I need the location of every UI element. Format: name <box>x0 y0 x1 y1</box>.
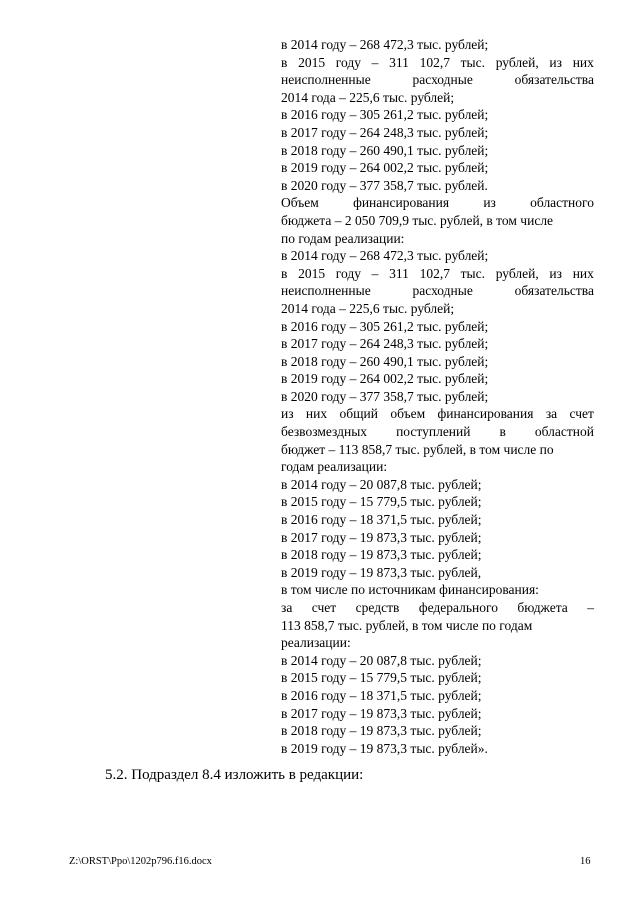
text-line: 2014 года – 225,6 тыс. рублей; <box>281 300 455 316</box>
text-line: в 2016 году – 18 371,5 тыс. рублей; <box>281 512 482 528</box>
text-line: 2014 года – 225,6 тыс. рублей; <box>281 89 455 105</box>
text-line: Объем финансирования из областного <box>281 195 594 211</box>
footer-file-path: Z:\ORST\Ppo\1202p796.f16.docx <box>69 856 212 867</box>
text-line: неисполненные расходные обязательства <box>281 283 594 299</box>
text-line: из них общий объем финансирования за счет <box>281 406 594 422</box>
financing-text-column <box>281 36 594 757</box>
text-line: в 2015 году – 311 102,7 тыс. рублей, из них <box>281 54 594 70</box>
text-line: в 2014 году – 268 472,3 тыс. рублей; <box>281 248 489 264</box>
text-line: в 2020 году – 377 358,7 тыс. рублей; <box>281 388 489 404</box>
text-line: в 2017 году – 264 248,3 тыс. рублей; <box>281 336 489 352</box>
text-line: в 2017 году – 19 873,3 тыс. рублей; <box>281 705 482 721</box>
text-line: в 2015 году – 15 779,5 тыс. рублей; <box>281 670 482 686</box>
text-line: в 2019 году – 19 873,3 тыс. рублей, <box>281 564 482 580</box>
text-line: в 2016 году – 18 371,5 тыс. рублей; <box>281 687 482 703</box>
text-line: в 2015 году – 311 102,7 тыс. рублей, из них <box>281 265 594 281</box>
text-line: в 2014 году – 268 472,3 тыс. рублей; <box>281 37 489 52</box>
section-heading: 5.2. Подраздел 8.4 изложить в редакции: <box>105 767 364 783</box>
text-line: в 2019 году – 264 002,2 тыс. рублей; <box>281 371 489 387</box>
text-line: в 2016 году – 305 261,2 тыс. рублей; <box>281 318 489 334</box>
page-number: 16 <box>580 856 591 867</box>
text-line: в 2018 году – 260 490,1 тыс. рублей; <box>281 353 489 369</box>
text-line: годам реализации: <box>281 459 388 475</box>
text-line: в 2019 году – 19 873,3 тыс. рублей». <box>281 740 488 756</box>
text-line: в 2017 году – 264 248,3 тыс. рублей; <box>281 124 489 140</box>
text-line: в 2018 году – 19 873,3 тыс. рублей; <box>281 547 482 563</box>
text-line: в 2019 году – 264 002,2 тыс. рублей; <box>281 160 489 176</box>
text-line: безвозмездных поступлений в областной <box>281 424 594 440</box>
text-line: неисполненные расходные обязательства <box>281 72 594 88</box>
text-line: 113 858,7 тыс. рублей, в том числе по годам <box>281 617 533 633</box>
text-line: в 2015 году – 15 779,5 тыс. рублей; <box>281 494 482 510</box>
text-line: бюджета – 2 050 709,9 тыс. рублей, в том числе <box>281 212 554 228</box>
text-line: в 2014 году – 20 087,8 тыс. рублей; <box>281 476 482 492</box>
text-line: в 2014 году – 20 087,8 тыс. рублей; <box>281 652 482 668</box>
text-line: по годам реализации: <box>281 230 405 246</box>
text-line: бюджет – 113 858,7 тыс. рублей, в том числе по <box>281 441 554 457</box>
text-line: в 2018 году – 19 873,3 тыс. рублей; <box>281 723 482 739</box>
text-line: в 2016 году – 305 261,2 тыс. рублей; <box>281 107 489 123</box>
text-line: в 2017 году – 19 873,3 тыс. рублей; <box>281 529 482 545</box>
text-line: за счет средств федерального бюджета – <box>281 600 594 615</box>
text-line: в том числе по источникам финансирования: <box>281 582 539 598</box>
text-line: в 2020 году – 377 358,7 тыс. рублей. <box>281 177 488 193</box>
text-line: в 2018 году – 260 490,1 тыс. рублей; <box>281 142 489 158</box>
text-line: реализации: <box>281 635 351 651</box>
